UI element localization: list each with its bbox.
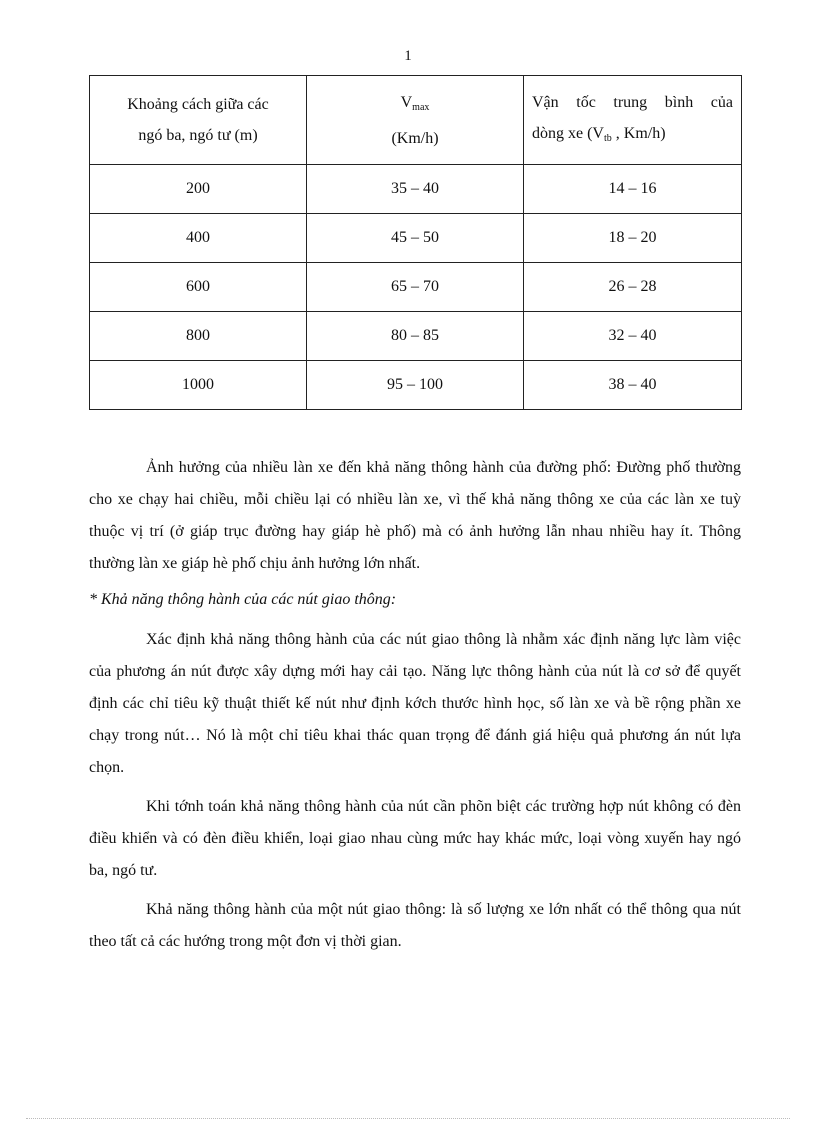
speed-table <box>89 75 742 410</box>
header-vtb-suffix: , Km/h) <box>611 124 666 142</box>
paragraph-intersection-capacity: Xác định khả năng thông hành của các nút giao thông là nhằm xác định năng lực làm việc của phương án nút được xây dựng mới hay cải tạo. Năng lực thông hành của nút là cơ sở để quyết định các chỉ tiêu kỹ thuật thiết kế nút như định kớch thước hình học, số làn xe và bề rộng phần xe chạy trong nút… Nó là một chỉ tiêu khai thác quan trọng để đánh giá hiệu quả phương án nút lựa chọn. <box>89 631 741 776</box>
header-vmax <box>307 76 524 165</box>
paragraph-calculation-cases: Khi tớnh toán khả năng thông hành của nút cần phõn biệt các trường hợp nút không có đèn điều khiển và có đèn điều khiển, loại giao nhau cùng mức hay khác mức, loại vòng xuyến hay ngó ba, ngó tư. <box>89 798 741 879</box>
table-row <box>90 361 742 410</box>
header-vtb-line1: Vận tốc trung bình của <box>532 93 733 111</box>
header-vtb-prefix: dòng xe (V <box>532 124 604 142</box>
header-distance <box>90 76 307 165</box>
header-distance-line1: Khoảng cách giữa các <box>127 96 269 113</box>
cell-distance: 600 <box>90 263 307 312</box>
page-number: 1 <box>404 48 412 64</box>
paragraph-multilane-influence: Ảnh hưởng của nhiều làn xe đến khả năng thông hành của đường phố: Đường phố thường cho xe chạy hai chiều, mỗi chiều lại có nhiều làn xe, vì thế khả năng thông xe của các làn xe tuỳ thuộc vị trí (ở giáp trục đường hay giáp hè phố) mà có ảnh hưởng lẫn nhau nhiều hay ít. Thông thường làn xe giáp hè phố chịu ảnh hưởng lớn nhất. <box>89 459 741 572</box>
cell-vtb: 26 – 28 <box>524 263 742 312</box>
table-row <box>90 214 742 263</box>
cell-distance: 200 <box>90 165 307 214</box>
cell-vtb: 38 – 40 <box>524 361 742 410</box>
header-distance-line2: ngó ba, ngó tư (m) <box>138 127 258 144</box>
body-text <box>89 452 741 958</box>
cell-distance: 400 <box>90 214 307 263</box>
cell-vmax: 80 – 85 <box>307 312 524 361</box>
header-vmax-subscript: max <box>412 101 430 113</box>
cell-vmax: 65 – 70 <box>307 263 524 312</box>
header-vmax-symbol: V <box>400 93 413 111</box>
paragraph-capacity-definition: Khả năng thông hành của một nút giao thông: là số lượng xe lớn nhất có thể thông qua nút theo tất cả các hướng trong một đơn vị thời gian. <box>89 901 741 950</box>
table-row <box>90 263 742 312</box>
header-vtb-subscript: tb <box>603 132 612 144</box>
section-heading: * Khả năng thông hành của các nút giao thông: <box>89 591 397 608</box>
cell-distance: 1000 <box>90 361 307 410</box>
cell-vmax: 95 – 100 <box>307 361 524 410</box>
cell-vmax: 45 – 50 <box>307 214 524 263</box>
table-row <box>90 165 742 214</box>
header-vmax-unit: (Km/h) <box>391 129 439 147</box>
header-vtb <box>524 76 742 165</box>
cell-vmax: 35 – 40 <box>307 165 524 214</box>
cell-vtb: 18 – 20 <box>524 214 742 263</box>
table-header-row <box>90 76 742 165</box>
table-row <box>90 312 742 361</box>
cell-distance: 800 <box>90 312 307 361</box>
cell-vtb: 32 – 40 <box>524 312 742 361</box>
cell-vtb: 14 – 16 <box>524 165 742 214</box>
page-bottom-divider <box>26 1118 790 1119</box>
